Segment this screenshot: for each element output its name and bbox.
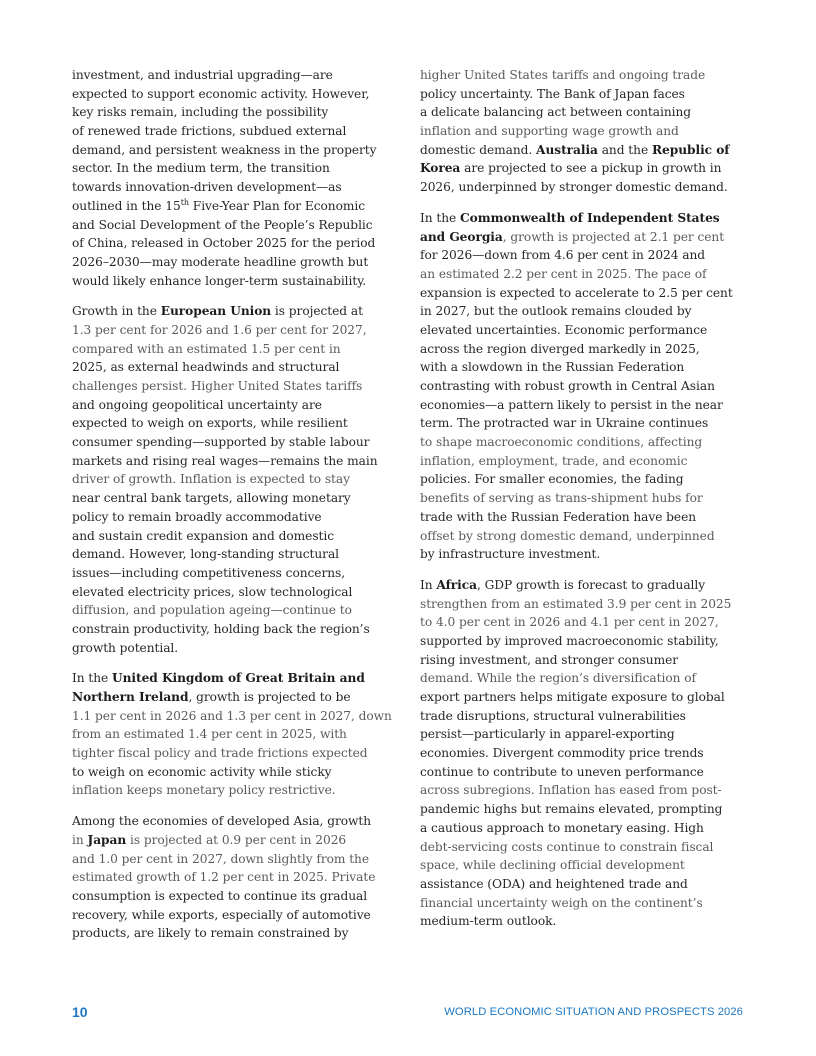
- line-text: to 4.0 per cent in 2026 and 4.1 per cent in 2027,: [420, 615, 719, 630]
- text-line: [420, 284, 750, 303]
- line-text: inflation keeps monetary policy restrictive.: [72, 783, 336, 798]
- line-text: , GDP growth is forecast to gradually: [476, 577, 706, 592]
- text-line: [72, 545, 402, 564]
- text-line: [420, 246, 750, 265]
- text-line: [72, 639, 402, 658]
- text-line: [420, 209, 750, 228]
- line-text: pandemic highs but remains elevated, prompting: [420, 802, 723, 817]
- text-line: [420, 763, 750, 782]
- line-text: estimated growth of 1.2 per cent in 2025. Private: [72, 870, 376, 885]
- line-text: from an estimated 1.4 per cent in 2025, with: [72, 727, 347, 742]
- text-line: [420, 744, 750, 763]
- text-line: [420, 545, 750, 564]
- text-line: [72, 159, 402, 178]
- text-line: [420, 912, 750, 931]
- line-text: Five-Year Plan for Economic: [188, 198, 365, 213]
- line-text: export partners helps mitigate exposure to global: [420, 690, 725, 704]
- line-text: 2025, as external headwinds and structural: [72, 360, 340, 375]
- text-line: [420, 452, 750, 471]
- text-line: [420, 396, 750, 415]
- text-line: [420, 707, 750, 726]
- page-number: 10: [72, 1004, 88, 1020]
- line-text: policies. For smaller economies, the fading: [420, 472, 684, 487]
- line-text: elevated uncertainties. Economic performance: [420, 322, 708, 337]
- bold-term: Commonwealth of Independent States: [460, 210, 720, 225]
- text-line: [420, 377, 750, 396]
- line-text: consumption is expected to continue its gradual: [72, 888, 368, 903]
- bold-term: Australia: [536, 142, 598, 157]
- text-line: [420, 819, 750, 838]
- text-line: [72, 564, 402, 583]
- text-line: [72, 340, 402, 359]
- left-column: [72, 66, 402, 955]
- line-text: higher United States tariffs and ongoing trade: [420, 68, 706, 82]
- line-text: demand. However, long-standing structural: [72, 547, 340, 562]
- bold-term: Korea: [420, 161, 461, 176]
- line-text: benefits of serving as trans-shipment hubs for: [420, 491, 703, 506]
- line-text: across subregions. Inflation has eased from post-: [420, 783, 722, 798]
- text-line: [420, 894, 750, 913]
- text-line: [72, 178, 402, 197]
- text-line: [420, 340, 750, 359]
- paragraph: [72, 66, 402, 290]
- line-text: outlined in the 15: [72, 198, 181, 213]
- line-text: for 2026—down from 4.6 per cent in 2024 and: [420, 248, 706, 263]
- text-line: [420, 508, 750, 527]
- line-text: recovery, while exports, especially of automotive: [72, 907, 371, 922]
- text-line: [72, 66, 402, 85]
- line-text: with a slowdown in the Russian Federation: [420, 360, 685, 375]
- paragraph: [420, 66, 750, 197]
- line-text: and ongoing geopolitical uncertainty are: [72, 397, 322, 412]
- line-text: are projected to see a pickup in growth in: [460, 161, 722, 176]
- line-text: space, while declining official development: [420, 858, 685, 873]
- text-line: [72, 234, 402, 253]
- text-line: [420, 159, 750, 178]
- superscript: th: [180, 197, 189, 207]
- line-text: sector. In the medium term, the transition: [72, 161, 330, 176]
- text-line: [420, 613, 750, 632]
- text-line: [420, 358, 750, 377]
- bold-term: Japan: [87, 832, 127, 847]
- bold-term: Republic of: [651, 142, 730, 157]
- text-line: [72, 669, 402, 688]
- line-text: trade with the Russian Federation have been: [420, 509, 697, 524]
- bold-term: United Kingdom of Great Britain and: [112, 671, 365, 686]
- text-line: [420, 321, 750, 340]
- text-line: [420, 875, 750, 894]
- text-line: [420, 527, 750, 546]
- text-line: [420, 576, 750, 595]
- text-line: [72, 906, 402, 925]
- line-text: rising investment, and stronger consumer: [420, 652, 679, 667]
- line-text: , growth is projected to be: [188, 690, 351, 704]
- line-text: and sustain credit expansion and domestic: [72, 528, 335, 543]
- text-line: [420, 66, 750, 85]
- text-line: [72, 452, 402, 471]
- text-line: [420, 122, 750, 141]
- text-line: [420, 781, 750, 800]
- line-text: by infrastructure investment.: [420, 547, 601, 562]
- line-text: investment, and industrial upgrading—are: [72, 68, 333, 82]
- text-line: [420, 800, 750, 819]
- text-line: [420, 178, 750, 197]
- line-text: continue to contribute to uneven performance: [420, 764, 704, 779]
- text-line: [72, 197, 402, 216]
- line-text: would likely enhance longer-term sustainability.: [72, 273, 367, 288]
- text-line: [72, 527, 402, 546]
- text-line: [72, 812, 402, 831]
- line-text: key risks remain, including the possibility: [72, 105, 329, 120]
- line-text: economies—a pattern likely to persist in the near: [420, 397, 723, 412]
- text-line: [420, 141, 750, 160]
- publication-title: WORLD ECONOMIC SITUATION AND PROSPECTS 2026: [444, 1006, 743, 1018]
- line-text: demand, and persistent weakness in the property: [72, 142, 377, 157]
- bold-term: Africa: [436, 577, 477, 592]
- line-text: supported by improved macroeconomic stability,: [420, 633, 719, 648]
- line-text: trade disruptions, structural vulnerabilities: [420, 708, 686, 723]
- text-line: [420, 85, 750, 104]
- paragraph: [420, 209, 750, 564]
- text-line: [72, 141, 402, 160]
- text-line: [72, 85, 402, 104]
- text-line: [72, 433, 402, 452]
- line-text: persist—particularly in apparel-exporting: [420, 727, 675, 742]
- text-line: [420, 470, 750, 489]
- line-text: of renewed trade frictions, subdued external: [72, 124, 347, 139]
- line-text: towards innovation-driven development—as: [72, 180, 342, 195]
- line-text: in 2027, but the outlook remains clouded by: [420, 304, 692, 319]
- paragraph: [72, 812, 402, 943]
- line-text: a cautious approach to monetary easing. High: [420, 820, 704, 835]
- line-text: and Social Development of the People’s Republic: [72, 217, 373, 232]
- right-column: [420, 66, 750, 943]
- line-text: in: [72, 832, 88, 847]
- text-line: [420, 669, 750, 688]
- line-text: In: [420, 577, 437, 592]
- line-text: challenges persist. Higher United States tariffs: [72, 379, 363, 393]
- line-text: near central bank targets, allowing monetary: [72, 491, 351, 506]
- text-line: [72, 688, 402, 707]
- line-text: and the: [597, 142, 652, 157]
- line-text: Among the economies of developed Asia, growth: [72, 814, 372, 829]
- text-line: [72, 601, 402, 620]
- text-line: [72, 122, 402, 141]
- text-line: [72, 103, 402, 122]
- line-text: Growth in the: [72, 304, 161, 319]
- line-text: products, are likely to remain constrained by: [72, 926, 349, 941]
- paragraph: [420, 576, 750, 931]
- line-text: growth potential.: [72, 640, 179, 655]
- line-text: constrain productivity, holding back the region’s: [72, 621, 370, 636]
- line-text: inflation and supporting wage growth and: [420, 124, 679, 139]
- line-text: markets and rising real wages—remains the main: [72, 453, 378, 468]
- line-text: expected to support economic activity. However,: [72, 86, 370, 101]
- line-text: compared with an estimated 1.5 per cent in: [72, 341, 341, 356]
- bold-term: and Georgia: [420, 229, 503, 244]
- text-line: [72, 868, 402, 887]
- line-text: expansion is expected to accelerate to 2.5 per cent: [420, 285, 733, 300]
- line-text: a delicate balancing act between containing: [420, 105, 692, 120]
- line-text: contrasting with robust growth in Central Asian: [420, 379, 715, 393]
- text-line: [420, 265, 750, 284]
- bold-term: European Union: [160, 304, 272, 319]
- text-line: [420, 489, 750, 508]
- line-text: economies. Divergent commodity price trends: [420, 746, 704, 761]
- text-line: [72, 583, 402, 602]
- text-line: [72, 414, 402, 433]
- text-line: [420, 632, 750, 651]
- line-text: 1.3 per cent for 2026 and 1.6 per cent for 2027,: [72, 322, 367, 337]
- text-line: [420, 103, 750, 122]
- text-line: [72, 508, 402, 527]
- line-text: consumer spending—supported by stable labour: [72, 435, 370, 450]
- line-text: of China, released in October 2025 for the period: [72, 236, 376, 251]
- text-line: [72, 924, 402, 943]
- line-text: issues—including competitiveness concerns,: [72, 565, 346, 580]
- line-text: to weigh on economic activity while sticky: [72, 764, 332, 779]
- line-text: financial uncertainty weigh on the continent’s: [420, 895, 703, 910]
- line-text: 2026, underpinned by stronger domestic demand.: [420, 180, 728, 195]
- line-text: policy uncertainty. The Bank of Japan faces: [420, 86, 685, 101]
- text-line: [72, 887, 402, 906]
- text-line: [72, 781, 402, 800]
- line-text: to shape macroeconomic conditions, affecting: [420, 435, 703, 450]
- text-line: [72, 358, 402, 377]
- line-text: demand. While the region’s diversification of: [420, 671, 696, 686]
- text-line: [420, 688, 750, 707]
- text-line: [72, 272, 402, 291]
- text-line: [72, 707, 402, 726]
- bold-term: Northern Ireland: [72, 690, 189, 704]
- text-line: [72, 850, 402, 869]
- line-text: medium-term outlook.: [420, 914, 557, 929]
- text-line: [72, 302, 402, 321]
- text-line: [72, 253, 402, 272]
- text-line: [420, 595, 750, 614]
- line-text: , growth is projected at 2.1 per cent: [502, 229, 725, 244]
- text-line: [420, 433, 750, 452]
- line-text: and 1.0 per cent in 2027, down slightly from the: [72, 851, 370, 866]
- line-text: assistance (ODA) and heightened trade and: [420, 876, 688, 891]
- text-line: [420, 725, 750, 744]
- text-line: [72, 216, 402, 235]
- text-line: [72, 321, 402, 340]
- line-text: strengthen from an estimated 3.9 per cent in 2025: [420, 596, 732, 611]
- line-text: 1.1 per cent in 2026 and 1.3 per cent in 2027, down: [72, 708, 392, 723]
- line-text: is projected at 0.9 per cent in 2026: [126, 832, 347, 847]
- line-text: debt-servicing costs continue to constrain fiscal: [420, 839, 714, 854]
- line-text: In the: [72, 671, 113, 686]
- line-text: offset by strong domestic demand, underpinned: [420, 528, 715, 543]
- line-text: an estimated 2.2 per cent in 2025. The pace of: [420, 266, 707, 281]
- line-text: domestic demand.: [420, 142, 537, 157]
- line-text: inflation, employment, trade, and economic: [420, 453, 688, 468]
- line-text: In the: [420, 210, 461, 225]
- line-text: elevated electricity prices, slow technological: [72, 584, 353, 599]
- text-line: [420, 414, 750, 433]
- line-text: driver of growth. Inflation is expected to stay: [72, 472, 350, 487]
- text-line: [72, 725, 402, 744]
- text-line: [72, 620, 402, 639]
- text-line: [420, 228, 750, 247]
- text-line: [72, 489, 402, 508]
- text-line: [72, 396, 402, 415]
- text-line: [420, 302, 750, 321]
- line-text: tighter fiscal policy and trade frictions expected: [72, 746, 368, 761]
- text-line: [72, 763, 402, 782]
- line-text: 2026–2030—may moderate headline growth but: [72, 254, 369, 269]
- line-text: is projected at: [271, 304, 363, 319]
- line-text: expected to weigh on exports, while resilient: [72, 416, 348, 431]
- line-text: policy to remain broadly accommodative: [72, 509, 322, 524]
- line-text: across the region diverged markedly in 2025,: [420, 341, 700, 356]
- line-text: term. The protracted war in Ukraine continues: [420, 416, 709, 431]
- text-line: [420, 856, 750, 875]
- line-text: diffusion, and population ageing—continue to: [72, 603, 352, 618]
- text-line: [72, 744, 402, 763]
- text-line: [72, 377, 402, 396]
- paragraph: [72, 302, 402, 657]
- text-line: [420, 651, 750, 670]
- text-line: [72, 470, 402, 489]
- paragraph: [72, 669, 402, 800]
- text-line: [72, 831, 402, 850]
- text-line: [420, 838, 750, 857]
